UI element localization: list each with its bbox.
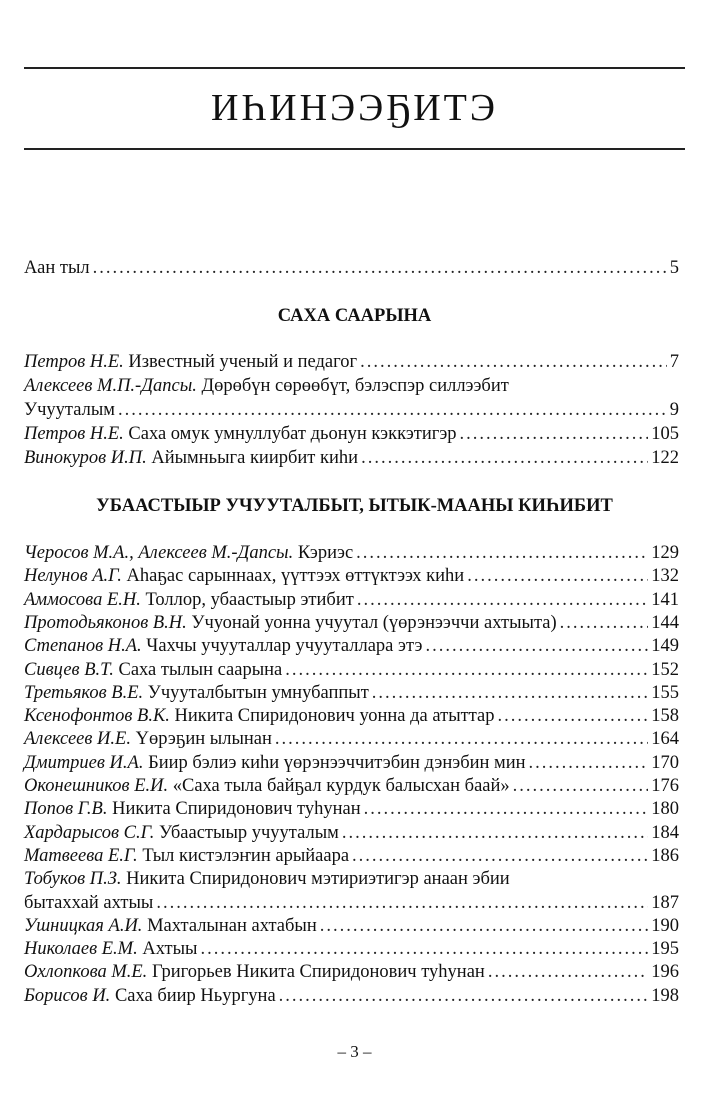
leader-dots (275, 727, 648, 751)
entry-title: Никита Спиридонович уонна да атыттар (174, 706, 495, 727)
entry-author: Борисов И. (24, 985, 111, 1006)
entry-author: Сивцев В.Т. (24, 659, 114, 680)
entry-author: Степанов Н.А. (24, 636, 142, 657)
leader-dots (285, 658, 648, 682)
entry-page: 144 (651, 612, 679, 633)
entry-title: Известный ученый и педагог (128, 352, 358, 372)
entry-author: Попов Г.В. (24, 799, 108, 820)
entry-title: Учуонай уонна учуутал (үөрэнээччи ахтыыта) (191, 612, 557, 633)
toc-entry[interactable] (24, 891, 679, 915)
toc-entry[interactable] (24, 984, 679, 1008)
entry-page: 129 (651, 543, 679, 563)
entry-page: 187 (651, 892, 679, 913)
entry-author: Аммосова Е.Н. (24, 589, 141, 610)
leader-dots (342, 821, 648, 845)
entry-title-cont: бытаххай ахтыы (24, 892, 154, 913)
entry-page: 198 (651, 985, 679, 1006)
entry-title: Саха тылын саарына (118, 659, 283, 680)
leader-dots (560, 611, 649, 635)
toc-entry[interactable] (24, 960, 679, 984)
leader-dots (529, 751, 649, 775)
entry-title: Саха омук умнуллубат дьонун кэккэтигэр (128, 424, 457, 444)
entry-author: Ксенофонтов В.К. (24, 706, 170, 727)
leader-dots (361, 446, 648, 470)
toc-entry[interactable] (24, 422, 679, 446)
toc-entry[interactable] (24, 914, 679, 938)
leader-dots (513, 774, 649, 798)
entry-page: 164 (651, 729, 679, 750)
toc-entry[interactable] (24, 398, 679, 422)
entry-author: Матвеева Е.Г. (24, 845, 138, 866)
section-heading: САХА СААРЫНА (277, 306, 432, 326)
entry-title: Биир бэлиэ киһи үөрэнээччитэбин дэнэбин мин (148, 752, 526, 773)
entry-page: 190 (651, 915, 679, 936)
entry-title: Аан тыл (24, 258, 90, 278)
leader-dots (118, 398, 667, 422)
leader-dots (360, 350, 667, 374)
entry-author: Третьяков В.Е. (24, 682, 144, 703)
leader-dots (320, 914, 648, 938)
entry-page: 180 (651, 799, 679, 820)
entry-page: 195 (651, 939, 679, 960)
toc-entry[interactable] (24, 541, 679, 565)
entry-title: Саха биир Ньургуна (114, 985, 276, 1006)
top-rule (24, 67, 685, 69)
entry-title: Үөрэҕин ылынан (135, 729, 272, 750)
leader-dots (200, 937, 648, 961)
entry-author: Петров Н.Е. (24, 352, 124, 372)
entry-page: 105 (651, 424, 679, 444)
page-title: ИҺИНЭЭҔИТЭ (211, 87, 498, 129)
entry-title: Ахтыы (142, 939, 198, 960)
entry-page: 132 (651, 566, 679, 587)
entry-page: 152 (651, 659, 679, 680)
leader-dots (352, 844, 648, 868)
toc-entry[interactable] (24, 727, 679, 751)
toc-entry[interactable] (24, 564, 679, 588)
entry-page: 9 (669, 400, 679, 420)
entry-title: Аһаҕас сарыннаах, үүттээх өттүктээх киһи (126, 566, 465, 587)
entry-page: 186 (651, 845, 679, 866)
page-number: – 3 – (337, 1042, 372, 1061)
toc-entry[interactable] (24, 774, 679, 798)
leader-dots (279, 984, 649, 1008)
entry-title: Убаастыыр учууталым (158, 822, 339, 843)
leader-dots (497, 704, 648, 728)
toc-entry[interactable] (24, 681, 679, 705)
toc-entry[interactable] (24, 446, 679, 470)
entry-title: Никита Спиридонович туһунан (112, 799, 361, 820)
entry-author: Петров Н.Е. (24, 424, 124, 444)
toc-entry[interactable] (24, 821, 679, 845)
entry-title: Айымньыга киирбит киһи (151, 448, 359, 468)
entry-page: 170 (651, 752, 679, 773)
entry-title: Учууталбытын умнубаппыт (147, 682, 369, 703)
entry-page: 184 (651, 822, 679, 843)
entry-title: Махталынан ахтабын (147, 915, 317, 936)
entry-author: Оконешников Е.И. (24, 776, 169, 796)
entry-author: Винокуров И.П. (24, 448, 147, 468)
entry-title: Чахчы учууталлар учууталлара этэ (146, 636, 423, 657)
entry-title: Дөрөбүн сөрөөбүт, бэлэспэр силлээбит (201, 376, 509, 396)
toc-entry[interactable] (24, 751, 679, 775)
toc-entry[interactable] (24, 634, 679, 658)
entry-author: Алексеев М.П.-Дапсы. (24, 376, 197, 396)
entry-title: Тыл кистэлэҥин арыйаара (142, 845, 350, 866)
leader-dots (372, 681, 648, 705)
entry-author: Ушницкая А.И. (24, 915, 143, 936)
leader-dots (364, 797, 649, 821)
entry-author: Охлопкова М.Е. (24, 962, 148, 983)
entry-title: «Саха тыла байҕал курдук балысхан баай» (172, 776, 510, 796)
entry-page: 122 (651, 448, 679, 468)
entry-author: Протодьяконов В.Н. (24, 612, 187, 633)
leader-dots (467, 564, 648, 588)
entry-page: 176 (651, 776, 679, 796)
leader-dots (93, 256, 667, 280)
entry-title: Кэриэс (297, 543, 354, 563)
toc-entry[interactable] (24, 704, 679, 728)
entry-title: Григорьев Никита Спиридонович туһунан (151, 962, 485, 983)
entry-page: 149 (651, 636, 679, 657)
section-heading: УБААСТЫЫР УЧУУТАЛБЫТ, ЫТЫК-МААНЫ КИҺИБИТ (96, 496, 613, 516)
entry-title: Никита Спиридонович мэтириэтигэр анаан эбии (126, 869, 510, 890)
entry-page: 196 (651, 962, 679, 983)
entry-title-cont: Учууталым (24, 400, 115, 420)
toc-entry[interactable] (24, 844, 679, 868)
entry-page: 5 (669, 258, 679, 278)
entry-page: 158 (651, 706, 679, 727)
leader-dots (488, 960, 648, 984)
toc-entry[interactable] (24, 611, 679, 635)
leader-dots (460, 422, 649, 446)
leader-dots (425, 634, 648, 658)
toc-entry[interactable] (24, 588, 679, 612)
toc-entry-intro[interactable] (24, 256, 679, 280)
entry-author: Хардарысов С.Г. (24, 822, 155, 843)
toc-entry[interactable] (24, 658, 679, 682)
entry-author: Нелунов А.Г. (24, 566, 122, 587)
entry-title: Толлор, убаастыыр этибит (145, 589, 354, 610)
leader-dots (156, 891, 648, 915)
toc-entry[interactable] (24, 937, 679, 961)
entry-author: Дмитриев И.А. (24, 752, 144, 773)
toc-entry[interactable] (24, 797, 679, 821)
entry-author: Черосов М.А., Алексеев М.-Дапсы. (24, 543, 294, 563)
entry-author: Тобуков П.З. (24, 869, 122, 890)
entry-page: 7 (669, 352, 679, 372)
entry-author: Алексеев И.Е. (24, 729, 131, 750)
toc-entry-line1[interactable] (24, 867, 679, 891)
leader-dots (356, 541, 648, 565)
toc-entry-line1[interactable] (24, 374, 679, 398)
entry-page: 141 (651, 589, 679, 610)
entry-author: Николаев Е.М. (24, 939, 138, 960)
toc-entry[interactable] (24, 350, 679, 374)
leader-dots (357, 588, 648, 612)
bottom-rule (24, 148, 685, 150)
entry-page: 155 (651, 682, 679, 703)
